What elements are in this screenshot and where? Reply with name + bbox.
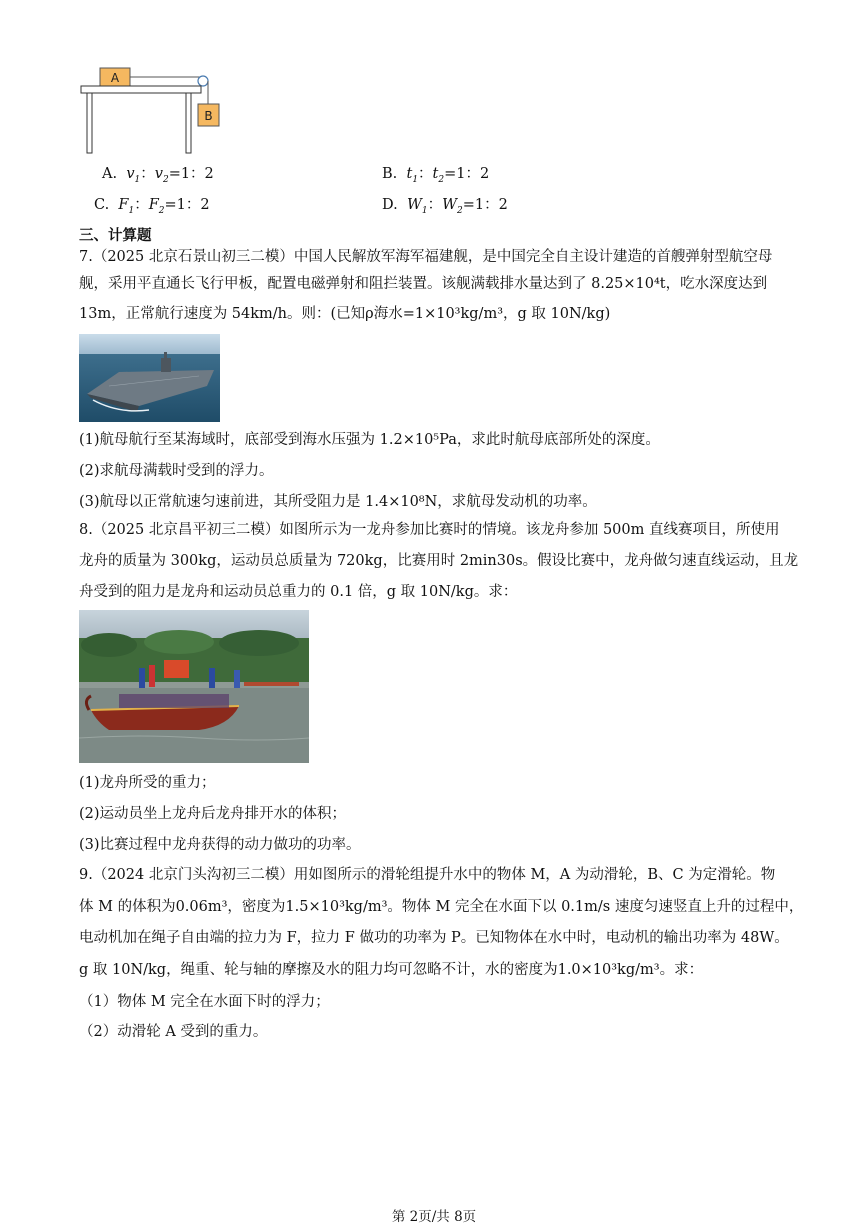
- option-c: C. $F_1$：$F_2=1$：2: [94, 197, 210, 216]
- q7-line-1: 7.（2025 北京石景山初三二模）中国人民解放军海军福建舰，是中国完全自主设计建造的首艘弹射型航空母: [79, 249, 773, 265]
- q9-line-1: 9.（2024 北京门头沟初三二模）用如图所示的滑轮组提升水中的物体 M，A 为动滑轮，B、C 为定滑轮。物: [79, 867, 776, 883]
- q9-line-2: 体 M 的体积为0.06m³，密度为1.5×10³kg/m³。物体 M 完全在水面下以 0.1m/s 速度匀速竖直上升的过程中，: [79, 899, 804, 915]
- q9-sub-2: （2）动滑轮 A 受到的重力。: [79, 1024, 268, 1040]
- section-title: 三、计算题: [79, 228, 152, 244]
- q9-sub-1: （1）物体 M 完全在水面下时的浮力；: [79, 994, 330, 1010]
- page-number: 第 2页/共 8页: [391, 1209, 477, 1225]
- q8-line-2: 龙舟的质量为 300kg，运动员总质量为 720kg，比赛用时 2min30s。假设比赛中，龙舟做匀速直线运动，且龙: [79, 553, 799, 569]
- dragon-boat-photo: [79, 610, 309, 763]
- pulley-table-figure: [78, 62, 228, 157]
- block-b-label: B: [204, 109, 213, 123]
- q8-sub-3: (3)比赛过程中龙舟获得的动力做功的功率。: [79, 837, 361, 853]
- option-a: A. $v_1$：$v_2=1$：2: [102, 166, 214, 185]
- q8-line-3: 舟受到的阻力是龙舟和运动员总重力的 0.1 倍，g 取 10N/kg。求：: [79, 584, 518, 600]
- option-d: D. $W_1$：$W_2=1$：2: [382, 197, 508, 216]
- q9-line-3: 电动机加在绳子自由端的拉力为 F，拉力 F 做功的功率为 P。已知物体在水中时，电动机的输出功率为 48W。: [79, 930, 789, 946]
- q7-line-3: 13m，正常航行速度为 54km/h。则：(已知ρ海水=1×10³kg/m³，g 取 10N/kg): [79, 306, 611, 322]
- q9-line-4: g 取 10N/kg，绳重、轮与轴的摩擦及水的阻力均可忽略不计，水的密度为1.0×10³kg/m³。求：: [79, 962, 704, 978]
- option-b: B. $t_1$：$t_2=1$：2: [382, 166, 490, 185]
- aircraft-carrier-photo: [79, 334, 220, 422]
- q7-sub-3: (3)航母以正常航速匀速前进，其所受阻力是 1.4×10⁸N，求航母发动机的功率。: [79, 494, 597, 510]
- block-a-label: A: [110, 71, 120, 85]
- q7-line-2: 舰，采用平直通长飞行甲板，配置电磁弹射和阻拦装置。该舰满载排水量达到了 8.25×10⁴t，吃水深度达到: [79, 276, 768, 292]
- q8-sub-1: (1)龙舟所受的重力；: [79, 775, 216, 791]
- q7-sub-1: (1)航母航行至某海域时，底部受到海水压强为 1.2×10⁵Pa，求此时航母底部所处的深度。: [79, 432, 660, 448]
- q8-line-1: 8.（2025 北京昌平初三二模）如图所示为一龙舟参加比赛时的情境。该龙舟参加 500m 直线赛项目，所使用: [79, 522, 780, 538]
- q8-sub-2: (2)运动员坐上龙舟后龙舟排开水的体积；: [79, 806, 347, 822]
- q7-sub-2: (2)求航母满载时受到的浮力。: [79, 463, 274, 479]
